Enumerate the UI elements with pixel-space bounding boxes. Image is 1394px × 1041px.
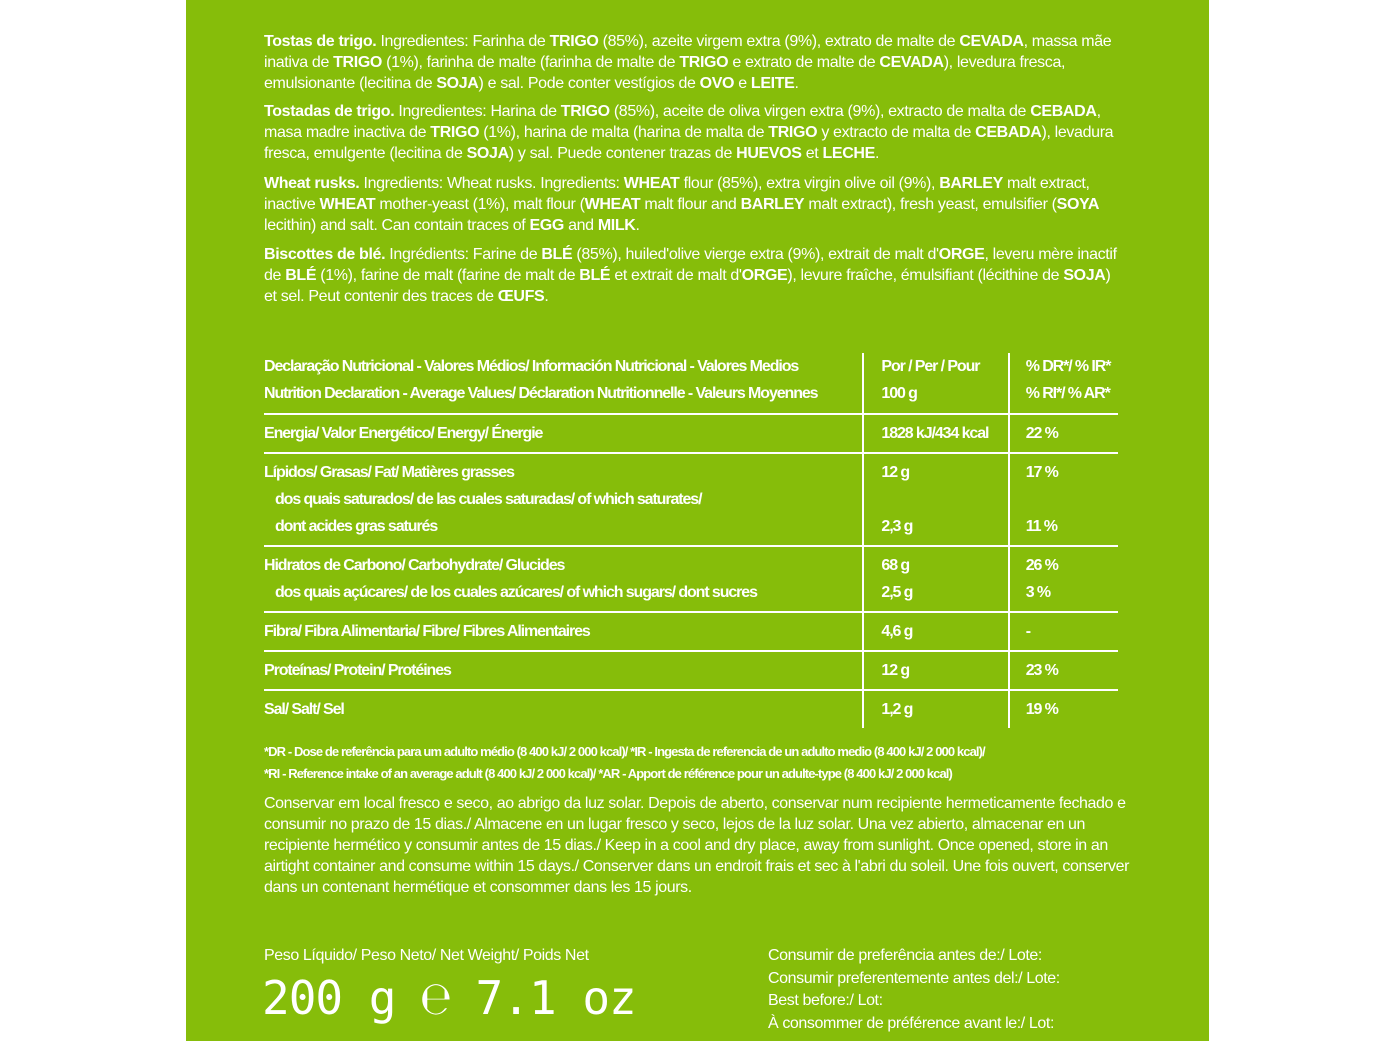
allergen: CEVADA (959, 33, 1024, 50)
ingredients-es (264, 101, 1124, 164)
ingredients-text: (1%), farine de malt (farine de malt de (316, 267, 580, 284)
ingredients-text: ) e sal. Pode conter vestígios de (478, 75, 700, 92)
allergen: CEBADA (975, 124, 1042, 141)
ingredients-text: malt flour and (640, 196, 741, 213)
ingredients-title: Tostas de trigo. (264, 33, 377, 50)
saturates-value: 2,3 g (881, 518, 913, 535)
fibre-label: Fibra/ Fibra Alimentaria/ Fibre/ Fibres Alimentaires (264, 612, 863, 651)
protein-pct: 23 % (1009, 651, 1118, 690)
ingredients-text: . (635, 217, 640, 234)
ingredients-text: Ingredientes: Harina de (394, 103, 561, 120)
ingredients-title: Wheat rusks. (264, 175, 360, 192)
allergen: WHEAT (584, 196, 641, 213)
nutrition-row-carbs (264, 546, 1118, 612)
net-weight-value: 200 g ℮ 7.1 oz (262, 971, 636, 1025)
ingredients-text: , masa madre inactiva de (264, 103, 1101, 141)
footnote-line2: *RI - Reference intake of an average adult (8 400 kJ/ 2 000 kcal)/ *AR - Apport de référence pour un adulte-type (8 400 kJ/ 2 000 kcal) (264, 766, 952, 781)
ingredients-text: flour (85%), extra virgin olive oil (9%), (679, 175, 940, 192)
nutrition-header-label (264, 353, 863, 414)
ingredients-text: . (874, 145, 880, 162)
salt-value: 1,2 g (863, 690, 1008, 728)
header-pct-line1: % DR*/ % IR* (1025, 358, 1111, 375)
best-before-en: Best before:/ Lot: (768, 992, 883, 1009)
ingredients-text: (1%), harina de malta (harina de malta de (479, 124, 769, 141)
nutrition-row-protein (264, 651, 1118, 690)
fat-value: 12 g (881, 464, 910, 481)
allergen: ŒUFS (497, 288, 545, 305)
reference-intake-footnotes (264, 741, 1124, 785)
best-before-pt: Consumir de preferência antes de:/ Lote: (768, 947, 1042, 964)
best-before-es: Consumir preferentemente antes del:/ Lote: (768, 969, 1060, 987)
allergen: SOJA (1063, 267, 1106, 284)
header-pct-line2: % RI*/ % AR* (1025, 385, 1110, 402)
allergen: TRIGO (679, 54, 729, 71)
fibre-value: 4,6 g (863, 612, 1008, 651)
ingredients-fr (264, 244, 1124, 307)
ingredients-text: , leveru mère inactif de (264, 246, 1117, 284)
sugars-label: dos quais açúcares/ de los cuales azúcares/ of which sugars/ dont sucres (275, 584, 757, 601)
allergen: LEITE (750, 75, 795, 92)
nutrition-table (264, 353, 1118, 728)
ingredients-text: (1%), farinha de malte (farinha de malte de (382, 54, 680, 71)
ingredients-text: ), levadura fresca, emulgente (lecitina de (264, 124, 1114, 162)
salt-pct: 19 % (1009, 690, 1118, 728)
nutrition-row-fibre (264, 612, 1118, 651)
header-label-line1: Declaração Nutricional - Valores Médios/ Información Nutricional - Valores Medios (264, 358, 799, 375)
fat-pct-cell (1009, 453, 1118, 546)
carbs-value: 68 g (881, 557, 910, 574)
ingredients-title: Tostadas de trigo. (264, 103, 395, 120)
sugars-pct: 3 % (1025, 584, 1050, 601)
fat-label-cell (264, 453, 863, 546)
ingredients-text: . (794, 75, 799, 92)
allergen: MILK (597, 217, 636, 234)
allergen: TRIGO (768, 124, 818, 141)
nutrition-header-pct (1009, 353, 1118, 414)
fat-value-cell (863, 453, 1008, 546)
protein-label: Proteínas/ Protein/ Protéines (264, 651, 863, 690)
footnote-line1: *DR - Dose de referência para um adulto médio (8 400 kJ/ 2 000 kcal)/ *IR - Ingesta de referencia de un adulto medio (8 400 kJ/ 2 000 kcal)/ (264, 744, 985, 759)
energy-value: 1828 kJ/434 kcal (863, 414, 1008, 453)
allergen: ORGE (741, 267, 788, 284)
ingredients-text: . (544, 288, 549, 305)
allergen: BARLEY (939, 175, 1003, 192)
allergen: WHEAT (623, 175, 680, 192)
allergen: SOYA (1056, 196, 1100, 213)
allergen: EGG (529, 217, 564, 234)
ingredients-text: malt extract), fresh yeast, emulsifier ( (804, 196, 1057, 213)
allergen: BLÉ (579, 267, 611, 284)
ingredients-text: malt extract, inactive (264, 175, 1090, 213)
ingredients-text: e (734, 75, 751, 92)
header-per-line1: Por / Per / Pour (881, 358, 980, 375)
product-label-panel (186, 0, 1209, 1041)
ingredients-text: lecithin) and salt. Can contain traces of (264, 217, 530, 234)
ingredients-title: Biscottes de blé. (264, 246, 386, 263)
carbs-label-cell (264, 546, 863, 612)
ingredients-text: ) et sel. Peut contenir des traces de (264, 267, 1111, 305)
salt-label: Sal/ Salt/ Sel (264, 690, 863, 728)
energy-label: Energia/ Valor Energético/ Energy/ Énergie (264, 414, 863, 453)
ingredients-text: ), levure fraîche, émulsifiant (lécithine de (787, 267, 1064, 284)
ingredients-text: y extracto de malta de (817, 124, 976, 141)
allergen: SOJA (436, 75, 479, 92)
ingredients-text: and (563, 217, 598, 234)
ingredients-text: Ingrédients: Farine de (385, 246, 542, 263)
allergen: TRIGO (560, 103, 610, 120)
protein-value: 12 g (863, 651, 1008, 690)
nutrition-header-per (863, 353, 1008, 414)
allergen: TRIGO (430, 124, 480, 141)
ingredients-text: Ingredientes: Farinha de (376, 33, 550, 50)
carbs-pct: 26 % (1025, 557, 1058, 574)
allergen: BARLEY (740, 196, 805, 213)
best-before-fr: À consommer de préférence avant le:/ Lot: (768, 1014, 1054, 1032)
ingredients-text: e extrato de malte de (728, 54, 880, 71)
sugars-value: 2,5 g (881, 584, 913, 601)
best-before-block (768, 945, 1060, 1035)
ingredients-text: ) y sal. Puede contener trazas de (508, 145, 737, 162)
storage-instructions: Conservar em local fresco e seco, ao abrigo da luz solar. Depois de aberto, conservar num recipiente hermeticamente fechado e consumir no prazo de 15 dias./ Almacene en un lugar fresco y seco, lejos de la luz solar. Una vez abierto, almacenar en un recipiente hermético y consumir antes de 15 dias./ Keep in a cool and dry place, away from sunlight. Once opened, store in an airtight container and consume within 15 days./ Conserver dans un endroit frais et sec à l'abri du soleil. Une fois ouvert, conserver dans un contenant hermétique et consommer dans les 15 jours. (264, 795, 1129, 896)
allergen: HUEVOS (736, 145, 802, 162)
allergen: LECHE (822, 145, 875, 162)
ingredients-en (264, 173, 1124, 236)
saturates-label-line1: dos quais saturados/ de las cuales saturadas/ of which saturates/ (275, 491, 702, 508)
allergen: CEBADA (1030, 103, 1097, 120)
carbs-pct-cell (1009, 546, 1118, 612)
ingredients-text: et (801, 145, 823, 162)
ingredients-text: et extrait de malt d' (610, 267, 742, 284)
allergen: TRIGO (549, 33, 599, 50)
saturates-label-line2: dont acides gras saturés (275, 518, 438, 535)
allergen: WHEAT (319, 196, 376, 213)
fibre-pct: - (1009, 612, 1118, 651)
allergen: BLÉ (285, 267, 317, 284)
allergen: ORGE (938, 246, 985, 263)
ingredients-text: Ingredients: Wheat rusks. Ingredients: (359, 175, 624, 192)
allergen: CEVADA (879, 54, 944, 71)
nutrition-row-salt (264, 690, 1118, 728)
ingredients-text: (85%), aceite de oliva virgen extra (9%), extracto de malta de (609, 103, 1031, 120)
allergen: OVO (699, 75, 735, 92)
allergen: BLÉ (541, 246, 573, 263)
ingredients-text: , massa mãe inativa de (264, 33, 1112, 71)
header-label-line2: Nutrition Declaration - Average Values/ Déclaration Nutritionnelle - Valeurs Moyennes (264, 385, 818, 402)
ingredients-text: mother-yeast (1%), malt flour ( (375, 196, 585, 213)
fat-pct: 17 % (1025, 464, 1058, 481)
fat-label: Lípidos/ Grasas/ Fat/ Matières grasses (264, 464, 514, 481)
net-weight-label: Peso Líquido/ Peso Neto/ Net Weight/ Poids Net (264, 947, 589, 964)
ingredients-text: ), levedura fresca, emulsionante (lecitina de (264, 54, 1066, 92)
ingredients-text: (85%), huiled'olive vierge extra (9%), extrait de malt d' (572, 246, 939, 263)
allergen: SOJA (466, 145, 509, 162)
carbs-value-cell (863, 546, 1008, 612)
carbs-label: Hidratos de Carbono/ Carbohydrate/ Glucides (264, 557, 565, 574)
nutrition-header-row (264, 353, 1118, 414)
nutrition-row-energy (264, 414, 1118, 453)
ingredients-pt (264, 31, 1124, 94)
energy-pct: 22 % (1009, 414, 1118, 453)
saturates-pct: 11 % (1025, 518, 1057, 535)
header-per-line2: 100 g (881, 385, 917, 402)
allergen: TRIGO (333, 54, 383, 71)
nutrition-row-fat (264, 453, 1118, 546)
ingredients-text: (85%), azeite virgem extra (9%), extrato de malte de (598, 33, 960, 50)
